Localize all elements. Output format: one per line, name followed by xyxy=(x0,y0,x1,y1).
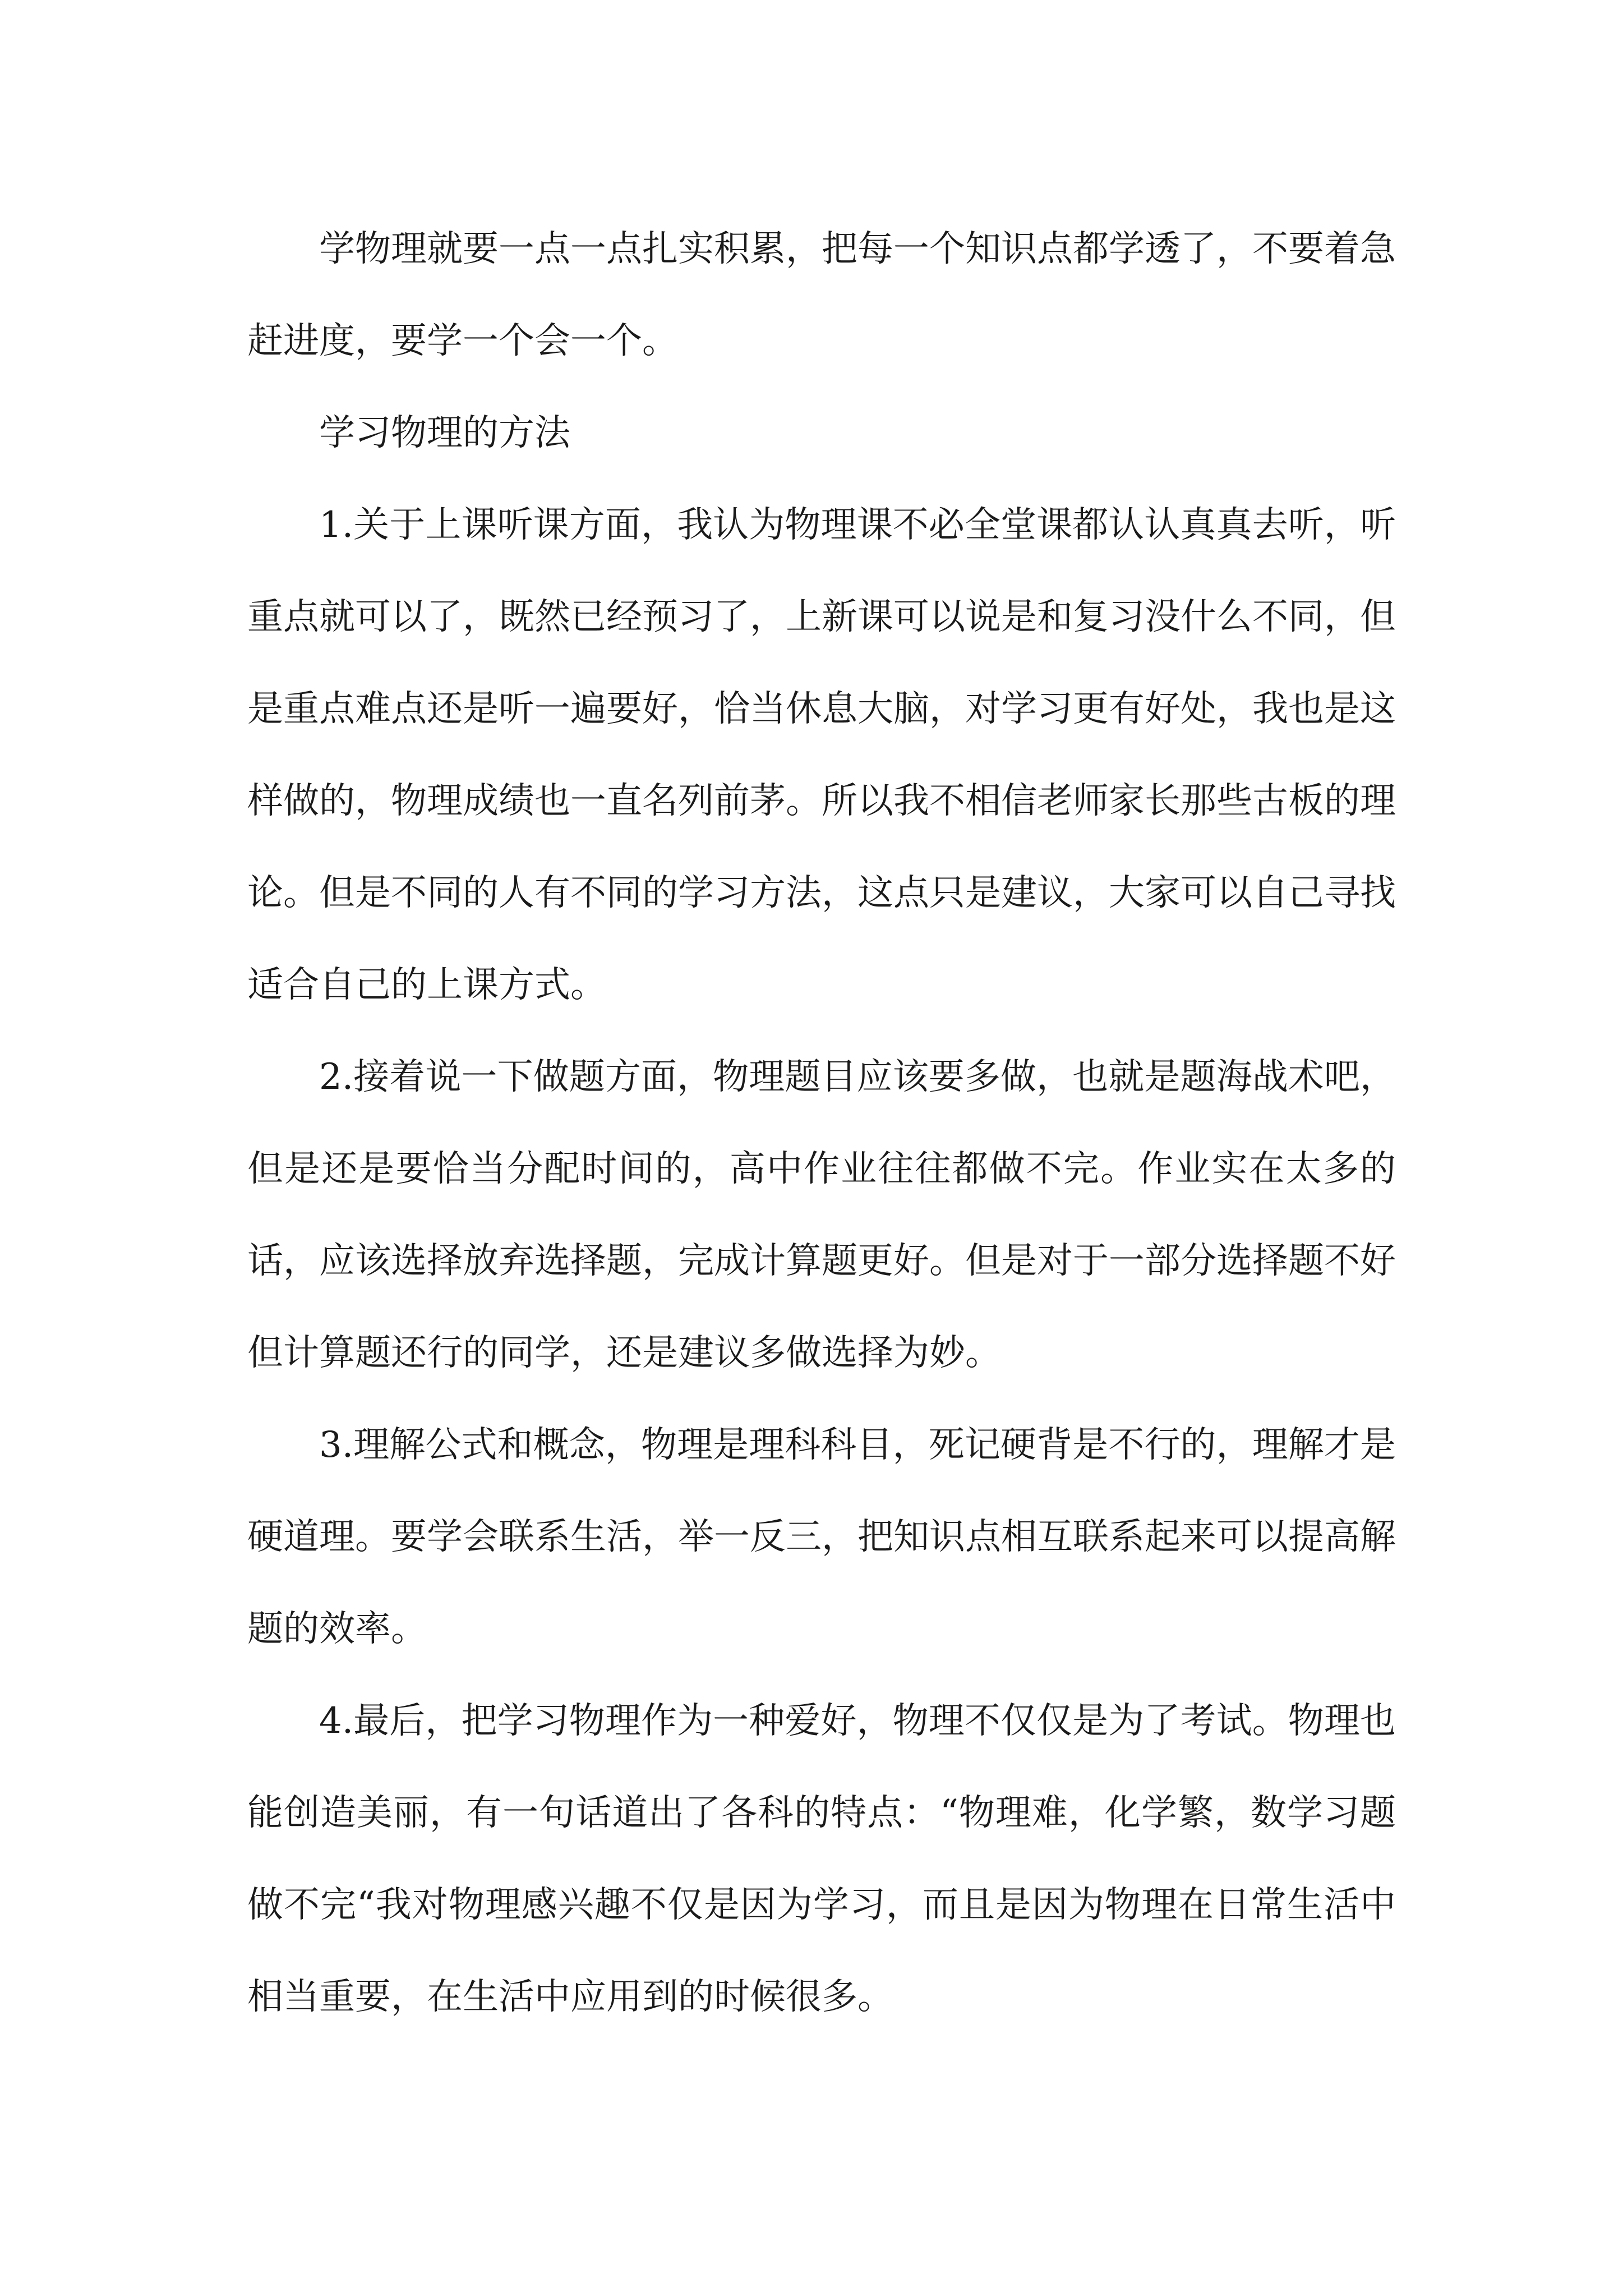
paragraph-item-2: 2.接着说一下做题方面，物理题目应该要多做，也就是题海战术吧，但是还是要恰当分配时间的，高中作业往往都做不完。作业实在太多的话，应该选择放弃选择题，完成计算题更好。但是对于一部分选择题不好但计算题还行的同学，还是建议多做选择为妙。 xyxy=(247,1056,1396,1374)
paragraph-item-1: 1.关于上课听课方面，我认为物理课不必全堂课都认认真真去听，听重点就可以了，既然已经预习了，上新课可以说是和复习没什么不同，但是重点难点还是听一遍要好，恰当休息大脑，对学习更有好处，我也是这样做的，物理成绩也一直名列前茅。所以我不相信老师家长那些古板的理论。但是不同的人有不同的学习方法，这点只是建议，大家可以自己寻找适合自己的上课方式。 xyxy=(247,504,1396,1006)
document-body xyxy=(247,203,1396,2043)
paragraph-item-3: 3.理解公式和概念，物理是理科科目，死记硬背是不行的，理解才是硬道理。要学会联系生活，举一反三，把知识点相互联系起来可以提高解题的效率。 xyxy=(247,1424,1396,1650)
paragraph-intro: 学物理就要一点一点扎实积累，把每一个知识点都学透了，不要着急赶进度，要学一个会一个。 xyxy=(247,228,1396,362)
paragraph-item-4: 4.最后，把学习物理作为一种爱好，物理不仅仅是为了考试。物理也能创造美丽，有一句话道出了各科的特点：“物理难，化学繁，数学习题做不完“我对物理感兴趣不仅是因为学习，而且是因为物理在日常生活中相当重要，在生活中应用到的时候很多。 xyxy=(247,1700,1396,2018)
section-heading: 学习物理的方法 xyxy=(319,412,570,454)
